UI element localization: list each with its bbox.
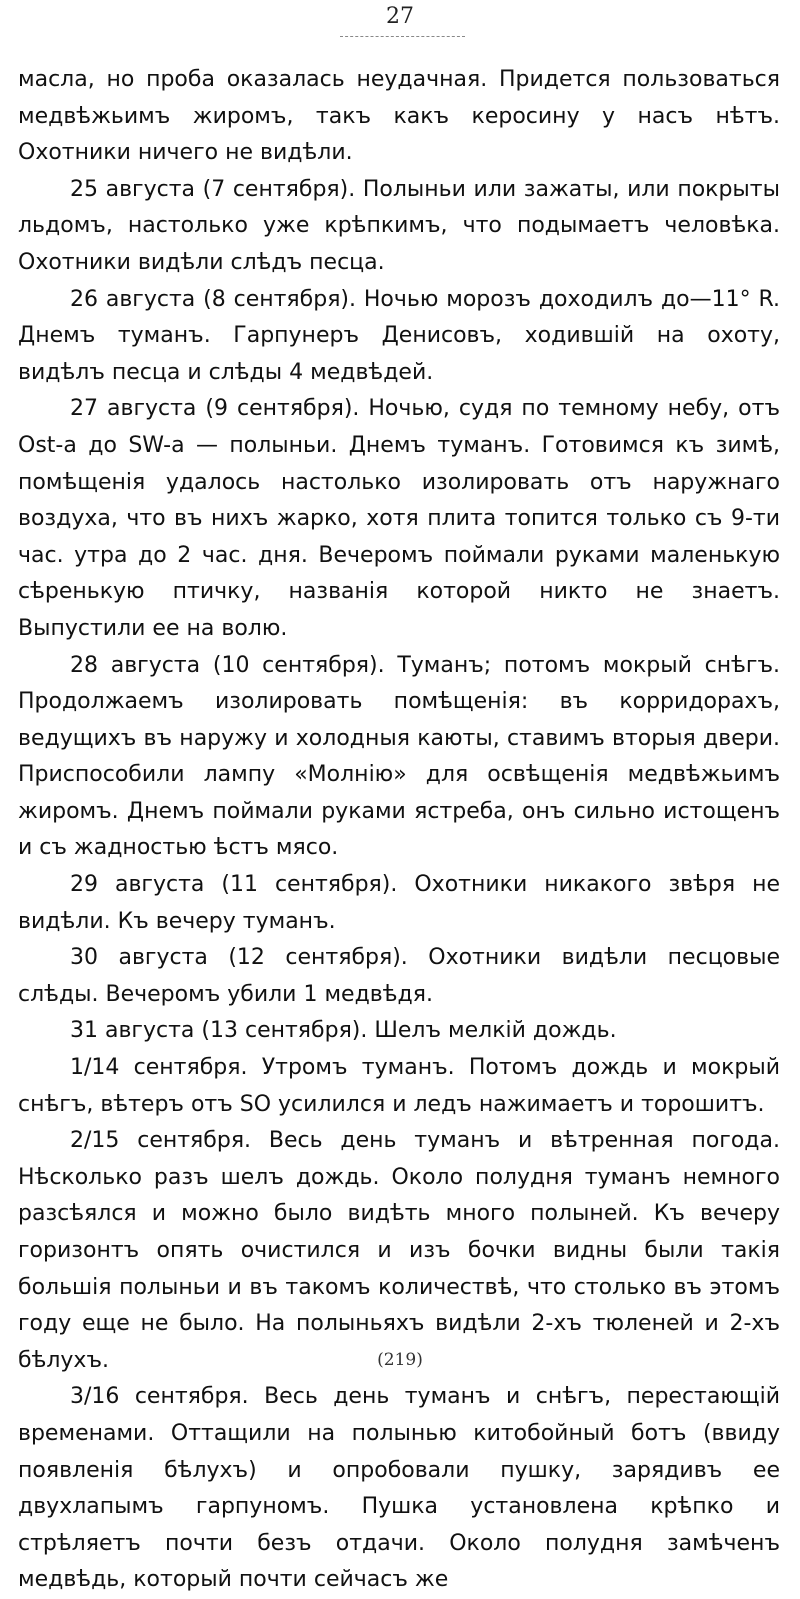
header-divider <box>340 36 465 37</box>
diary-entry-sep-1: 1/14 сентября. Утромъ туманъ. Потомъ дождь и мокрый снѣгъ, вѣтеръ отъ SO усилился и ледъ нажимаетъ и торошитъ. <box>18 1055 780 1117</box>
diary-entry-aug-28: 28 августа (10 сентября). Туманъ; потомъ мокрый снѣгъ. Продолжаемъ изолировать помѣщенія: въ корридорахъ, ведущихъ въ наружу и холодныя каюты, ставимъ вторыя двери. Приспособили лампу «Молнію» для освѣщенія медвѣжьимъ жиромъ. Днемъ поймали руками ястреба, онъ сильно истощенъ и съ жадностью ѣстъ мясо. <box>18 652 780 861</box>
diary-entry-aug-31: 31 августа (13 сентября). Шелъ мелкій дождь. <box>70 1018 617 1044</box>
page-number-footer: (219) <box>377 1350 423 1370</box>
diary-entry-aug-26: 26 августа (8 сентября). Ночью морозъ доходилъ до—11° R. Днемъ туманъ. Гарпунеръ Денисовъ, ходившій на охоту, видѣлъ песца и слѣды 4 медвѣдей. <box>18 286 780 385</box>
diary-entry-aug-30: 30 августа (12 сентября). Охотники видѣли песцовые слѣды. Вечеромъ убили 1 медвѣдя. <box>18 945 780 1007</box>
diary-entry-aug-25: 25 августа (7 сентября). Полыньи или зажаты, или покрыты льдомъ, настолько уже крѣпкимъ, что подымаетъ человѣка. Охотники видѣли слѣдъ песца. <box>18 176 780 275</box>
diary-entry-sep-3: 3/16 сентября. Весь день туманъ и снѣгъ, перестающій временами. Оттащили на полынью китобойный ботъ (ввиду появленія бѣлухъ) и опробовали пушку, зарядивъ ее двухлапымъ гарпуномъ. Пушка установлена крѣпко и стрѣляетъ почти безъ отдачи. Около полудня замѣченъ медвѣдь, который почти сейчасъ же <box>18 1384 780 1593</box>
diary-entry-aug-29: 29 августа (11 сентября). Охотники никакого звѣря не видѣли. Къ вечеру туманъ. <box>18 872 780 934</box>
paragraph-continuation: масла, но проба оказалась неудачная. Придется пользоваться медвѣжьимъ жиромъ, такъ какъ керосину у насъ нѣтъ. Охотники ничего не видѣли. <box>18 67 780 166</box>
page-number-top: 27 <box>386 4 414 29</box>
diary-entry-aug-27: 27 августа (9 сентября). Ночью, судя по темному небу, отъ Ost-а до SW-а — полыньи. Днемъ туманъ. Готовимся къ зимѣ, помѣщенія удалось настолько изолировать отъ наружнаго воздуха, что въ нихъ жарко, хотя плита топится только съ 9-ти час. утра до 2 час. дня. Вечеромъ поймали руками маленькую сѣренькую птичку, названія которой никто не знаетъ. Выпустили ее на волю. <box>18 396 780 641</box>
diary-entry-sep-2: 2/15 сентября. Весь день туманъ и вѣтренная погода. Нѣсколько разъ шелъ дождь. Около полудня туманъ немного разсѣялся и можно было видѣть много полыней. Къ вечеру горизонтъ опять очистился и изъ бочки видны были такія большія полыньи и въ такомъ количествѣ, что столько въ этомъ году еще не было. На полыньяхъ видѣли 2-хъ тюленей и 2-хъ бѣлухъ. <box>18 1128 780 1373</box>
